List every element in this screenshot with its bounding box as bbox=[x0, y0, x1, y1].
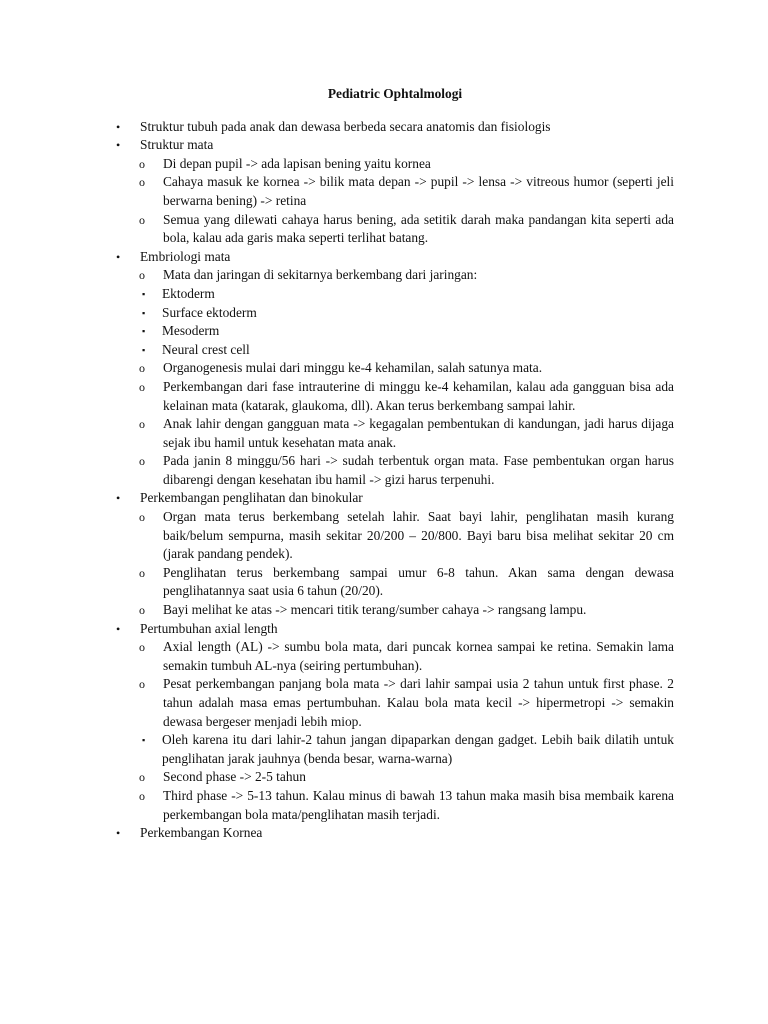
list-item-level-2 bbox=[139, 787, 674, 824]
bullet-marker: o bbox=[139, 175, 145, 190]
bullet-marker: • bbox=[116, 491, 121, 506]
list-item-text: Perkembangan Kornea bbox=[140, 825, 263, 841]
bullet-marker: • bbox=[116, 826, 121, 841]
bullet-marker: ▪ bbox=[142, 735, 146, 746]
list-item-level-2 bbox=[139, 638, 674, 675]
bullet-marker: o bbox=[139, 770, 145, 785]
list-item-text: Perkembangan penglihatan dan binokular bbox=[140, 490, 363, 506]
list-item-level-3 bbox=[139, 285, 674, 304]
bullet-marker: • bbox=[116, 249, 121, 264]
list-item-level-2 bbox=[139, 415, 674, 452]
list-item-level-1 bbox=[116, 118, 674, 137]
sub-list bbox=[116, 638, 674, 824]
list-item-text: Struktur tubuh pada anak dan dewasa berbeda secara anatomis dan fisiologis bbox=[140, 118, 551, 134]
list-item-text: Second phase -> 2-5 tahun bbox=[163, 769, 306, 785]
list-item-text: Perkembangan dari fase intrauterine di minggu ke-4 kehamilan, kalau ada gangguan bisa ada kelainan mata (katarak, glaukoma, dll). Akan terus berkembang sampai lahir. bbox=[163, 378, 674, 413]
sub-list bbox=[116, 266, 674, 489]
list-item-level-3 bbox=[139, 322, 674, 341]
list-item-text: Cahaya masuk ke kornea -> bilik mata depan -> pupil -> lensa -> vitreous humor (seperti jeli berwarna bening) -> retina bbox=[163, 174, 674, 208]
list-item-text: Struktur mata bbox=[140, 137, 214, 153]
list-item-level-1 bbox=[116, 489, 674, 508]
list-item-level-2 bbox=[139, 155, 674, 174]
bullet-marker: ▪ bbox=[142, 288, 146, 299]
list-item-text: Third phase -> 5-13 tahun. Kalau minus di bawah 13 tahun maka masih bisa membaik karena perkembangan bola mata/penglihatan masih terjadi. bbox=[163, 787, 674, 822]
list-item-text: Surface ektoderm bbox=[162, 304, 257, 320]
bullet-marker: o bbox=[139, 268, 145, 283]
list-item-level-3 bbox=[139, 304, 674, 323]
list-item-text: Di depan pupil -> ada lapisan bening yaitu kornea bbox=[163, 155, 431, 171]
bullet-marker: o bbox=[139, 417, 145, 432]
list-item-level-2 bbox=[139, 359, 674, 378]
list-item-level-2 bbox=[139, 768, 674, 787]
bullet-marker: ▪ bbox=[142, 344, 146, 355]
bullet-marker: o bbox=[139, 379, 145, 394]
list-item-text: Neural crest cell bbox=[162, 341, 250, 357]
list-item-level-1 bbox=[116, 136, 674, 155]
list-item-level-2 bbox=[139, 508, 674, 564]
list-item-level-1 bbox=[116, 248, 674, 267]
list-item-text: Organ mata terus berkembang setelah lahir. Saat bayi lahir, penglihatan masih kurang baik/belum sempurna, masih sekitar 20/200 – 20/800. Bayi baru bisa melihat sekitar 20 cm (jarak pandang pendek). bbox=[163, 509, 674, 562]
list-item-text: Pertumbuhan axial length bbox=[140, 620, 278, 636]
list-item-text: Bayi melihat ke atas -> mencari titik terang/sumber cahaya -> rangsang lampu. bbox=[163, 602, 587, 618]
list-item-level-2 bbox=[139, 173, 674, 210]
list-item-text: Oleh karena itu dari lahir-2 tahun jangan dipaparkan dengan gadget. Lebih baik dilatih untuk penglihatan jarak jauhnya (benda besar, warna-warna) bbox=[162, 732, 674, 766]
list-item-level-2 bbox=[139, 211, 674, 248]
list-item-text: Organogenesis mulai dari minggu ke-4 kehamilan, salah satunya mata. bbox=[163, 360, 543, 376]
bullet-marker: o bbox=[139, 640, 145, 655]
bullet-marker: o bbox=[139, 156, 145, 171]
bullet-marker: o bbox=[139, 603, 145, 618]
list-item-level-3 bbox=[139, 341, 674, 360]
sub-list bbox=[116, 155, 674, 248]
list-item-text: Mesoderm bbox=[162, 323, 220, 339]
sub-list bbox=[116, 508, 674, 620]
list-item-text: Ektoderm bbox=[162, 285, 215, 301]
sub-list bbox=[116, 285, 674, 359]
bullet-marker: o bbox=[139, 677, 145, 692]
list-item-level-2 bbox=[139, 601, 674, 620]
document-title: Pediatric Ophtalmologi bbox=[327, 86, 463, 101]
list-item-level-2 bbox=[139, 675, 674, 731]
list-item-text: Semua yang dilewati cahaya harus bening, ada setitik darah maka pandangan kita seperti ada bola, kalau ada garis maka seperti terlihat batang. bbox=[163, 211, 674, 246]
list-item-level-3 bbox=[139, 731, 674, 768]
list-item-level-2 bbox=[139, 564, 674, 601]
list-item-text: Axial length (AL) -> sumbu bola mata, dari puncak kornea sampai ke retina. Semakin lama semakin tumbuh AL-nya (seiring pertumbuhan). bbox=[163, 639, 674, 673]
list-item-text: Pada janin 8 minggu/56 hari -> sudah terbentuk organ mata. Fase pembentukan organ harus dibarengi dengan kesehatan ibu hamil -> gizi harus terpenuhi. bbox=[163, 453, 674, 487]
bullet-marker: o bbox=[139, 788, 145, 803]
bullet-marker: • bbox=[116, 621, 121, 636]
bullet-marker: o bbox=[139, 212, 145, 227]
list-item-text: Pesat perkembangan panjang bola mata -> dari lahir sampai usia 2 tahun untuk first phase. 2 tahun adalah masa emas pertumbuhan. Kalau bola mata kecil -> hipermetropi -> semakin dewasa bergeser menjadi lebih miop. bbox=[163, 676, 674, 729]
bullet-marker: • bbox=[116, 138, 121, 153]
bullet-marker: o bbox=[139, 454, 145, 469]
outline-list bbox=[116, 118, 674, 843]
list-item-level-2 bbox=[139, 378, 674, 415]
list-item-level-1 bbox=[116, 824, 674, 843]
bullet-marker: ▪ bbox=[142, 307, 146, 318]
list-item-level-2 bbox=[139, 452, 674, 489]
list-item-text: Mata dan jaringan di sekitarnya berkembang dari jaringan: bbox=[163, 267, 478, 283]
bullet-marker: o bbox=[139, 361, 145, 376]
list-item-text: Anak lahir dengan gangguan mata -> kegagalan pembentukan di kandungan, jadi harus dijaga sejak ibu hamil untuk kesehatan mata anak. bbox=[163, 416, 674, 450]
sub-list bbox=[116, 731, 674, 768]
list-item-text: Penglihatan terus berkembang sampai umur 6-8 tahun. Akan sama dengan dewasa penglihatannya saat usia 6 tahun (20/20). bbox=[163, 564, 674, 599]
list-item-level-1 bbox=[116, 620, 674, 639]
bullet-marker: o bbox=[139, 565, 145, 580]
bullet-marker: ▪ bbox=[142, 326, 146, 337]
list-item-text: Embriologi mata bbox=[140, 248, 231, 264]
bullet-marker: o bbox=[139, 510, 145, 525]
bullet-marker: • bbox=[116, 119, 121, 134]
list-item-level-2 bbox=[139, 266, 674, 285]
